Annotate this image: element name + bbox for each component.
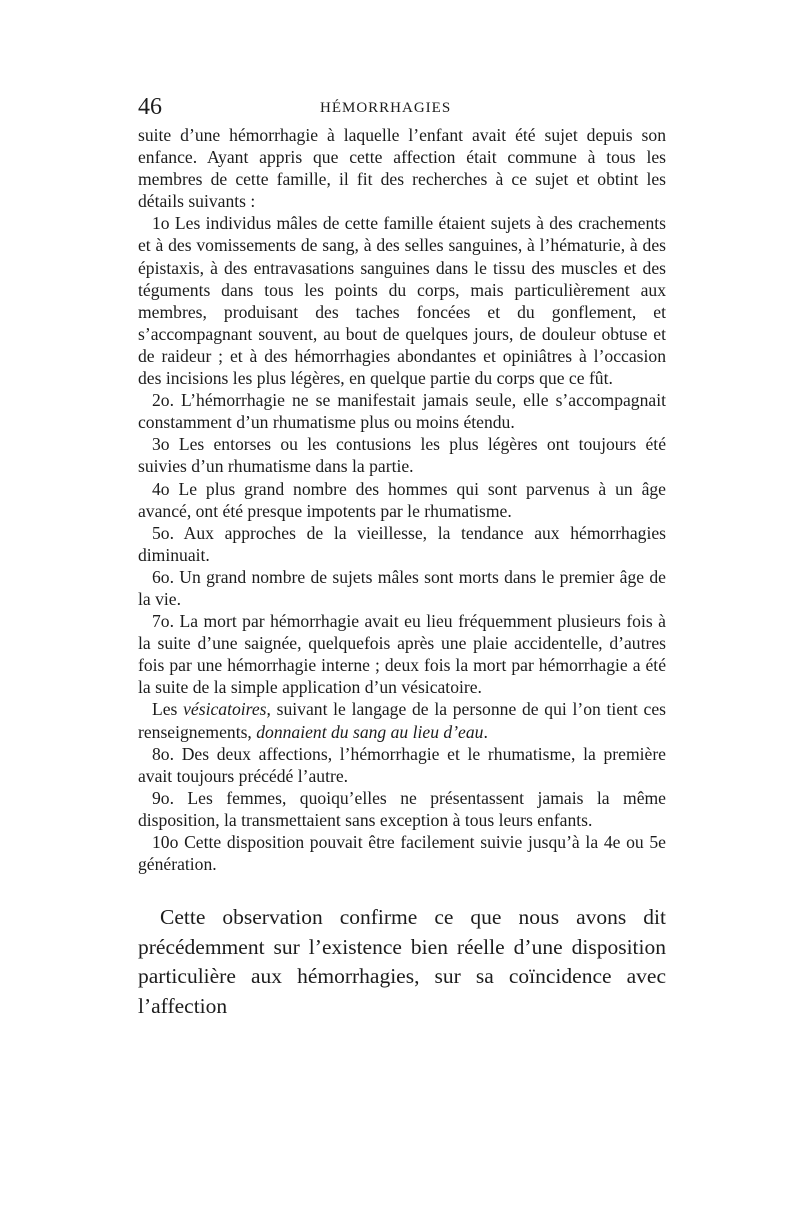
vesicatoires-suffix: . [483,721,488,742]
paragraph-intro: suite d’une hémorrhagie à laquelle l’enfant avait été sujet depuis son enfance. Ayant appris que cette affection était commune à tous les membres de cette famille, il fit des recherches à ce sujet et obtint les détails suivants : [138,125,666,212]
vesicatoires-middle: , suivant le langage de la personne de qui l’on tient ces renseignements, [138,699,666,742]
page-number: 46 [138,94,162,120]
closing-text [138,903,666,1021]
vesicatoires-prefix: Les [152,699,184,720]
running-head: HÉMORRHAGIES [320,100,452,116]
paragraph-item-9: 9o. Les femmes, quoiqu’elles ne présentassent jamais la même disposition, la transmettaient sans exception à tous leurs enfants. [138,787,666,830]
book-page [138,94,666,1021]
paragraph-item-10: 10o Cette disposition pouvait être facilement suivie jusqu’à la 4e ou 5e génération. [138,832,666,875]
vesicatoires-term: vésicatoires [183,699,267,720]
paragraph-item-1: 1o Les individus mâles de cette famille étaient sujets à des crachements et à des vomissements de sang, à des selles sanguines, à l’hématurie, à des épistaxis, à des entravasations sanguines dans le tissu des muscles et des téguments dans tous les points du corps, mais particulièrement aux membres, produisant des taches foncées et du gonflement, et s’accompagnant souvent, au bout de quelques jours, de douleur obtuse et de raideur ; et à des hémorrhagies abondantes et opiniâtres à l’occasion des incisions les plus légères, en quelque partie du corps que ce fût. [138,213,666,389]
paragraph-item-7: 7o. La mort par hémorrhagie avait eu lieu fréquemment plusieurs fois à la suite d’une saignée, quelquefois après une plaie accidentelle, d’autres fois par une hémorrhagie interne ; deux fois la mort par hémorrhagie a été la suite de la simple application d’un vésicatoire. [138,611,666,698]
paragraph-item-2: 2o. L’hémorrhagie ne se manifestait jamais seule, elle s’accompagnait constamment d’un rhumatisme plus ou moins étendu. [138,390,666,433]
closing-paragraph: Cette observation confirme ce que nous avons dit précédemment sur l’existence bien réelle d’une disposition particulière aux hémorrhagies, sur sa coïncidence avec l’affection [138,905,666,1018]
paragraph-item-6: 6o. Un grand nombre de sujets mâles sont morts dans le premier âge de la vie. [138,566,666,609]
page-header [138,94,666,122]
paragraph-vesicatoires [138,698,666,742]
paragraph-item-3: 3o Les entorses ou les contusions les plus légères ont toujours été suivies d’un rhumatisme dans la partie. [138,434,666,477]
vesicatoires-quote: donnaient du sang au lieu d’eau [256,721,484,742]
paragraph-item-8: 8o. Des deux affections, l’hémorrhagie et le rhumatisme, la première avait toujours précédé l’autre. [138,743,666,786]
paragraph-item-5: 5o. Aux approches de la vieillesse, la tendance aux hémorrhagies diminuait. [138,522,666,565]
paragraph-item-4: 4o Le plus grand nombre des hommes qui sont parvenus à un âge avancé, ont été presque impotents par le rhumatisme. [138,478,666,521]
observation-text [138,124,666,875]
